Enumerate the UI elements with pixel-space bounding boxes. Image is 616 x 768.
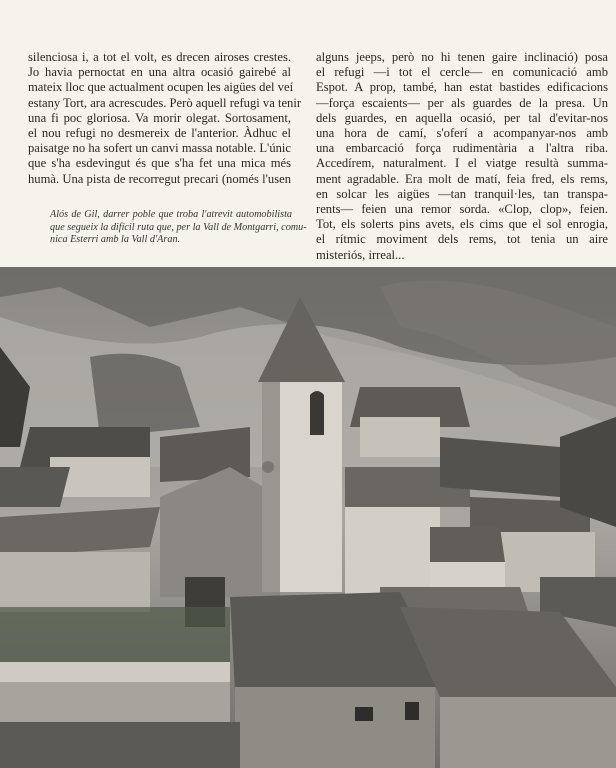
left-text-column: [28, 50, 302, 187]
caption-line: Alós de Gil, darrer poble que troba l'atrevit automobilista: [50, 209, 292, 220]
text-line: Jo havia pernoctat en una altra ocasió gairebé al: [28, 65, 291, 80]
text-line: Tot, els solerts pins avets, els cims que el sol enrogia,: [316, 217, 608, 232]
text-line: el nou refugi no desmereix de l'anterior. Àdhuc el: [28, 126, 291, 141]
caption-line: que segueix la difícil ruta que, per la Vall de Montgarri, comu-: [50, 221, 307, 233]
text-line: dels guardes, en aquella ocasió, per tal d'evitar-nos: [316, 110, 608, 125]
text-line: Accedírem, naturalment. I el viatge resultà summa-: [316, 156, 608, 171]
text-line: estany Tort, ara acrescudes. Però aquell refugi va tenir: [28, 95, 302, 110]
right-text-column: [316, 50, 608, 263]
text-line: una hora de camí, s'oferí a acompanyar-nos amb: [316, 126, 608, 141]
text-line: —força escaients— per als guardes de la presa. Un: [316, 95, 608, 110]
text-line: rents— feien una remor sorda. «Clop, clop», feien.: [316, 202, 608, 217]
text-line: que s'ha esdevingut és que s'ha fet una mica més: [28, 156, 291, 171]
text-line: humà. Una pista de recorregut precari (només l'usen: [28, 171, 291, 186]
text-line: el refugi —i tot el cercle— en comunicació amb: [316, 65, 608, 80]
text-line: mateix lloc que actualment ocupen les aigües del veí: [28, 80, 294, 95]
text-line: el rítmic moviment dels rems, tot tenia un aire: [316, 232, 608, 247]
text-line: silenciosa i, a tot el volt, es drecen airoses crestes.: [28, 50, 291, 64]
text-line: misteriós, irreal...: [316, 247, 405, 262]
text-line: en solcar les aigües —tan tranquil·les, tan transpa-: [316, 186, 608, 201]
photo-caption: [50, 209, 307, 247]
text-line: ment agradable. Era molt de matí, feia fred, els rems,: [316, 171, 608, 186]
text-line: alguns jeeps, però no hi tenen gaire inclinació) posa: [316, 50, 608, 64]
text-line: paisatge no ha sofert un canvi massa notable. L'únic: [28, 141, 291, 156]
text-line: una fi poc gloriosa. Va morir olegat. Sortosament,: [28, 110, 291, 125]
text-line: Espot. A prop, també, han estat bastides edificacions: [316, 80, 608, 95]
caption-line: nica Esterri amb la Vall d'Aran.: [50, 234, 181, 246]
text-line: una embarcació força rudimentària a l'altra riba.: [316, 141, 608, 156]
village-photo: [0, 267, 616, 768]
